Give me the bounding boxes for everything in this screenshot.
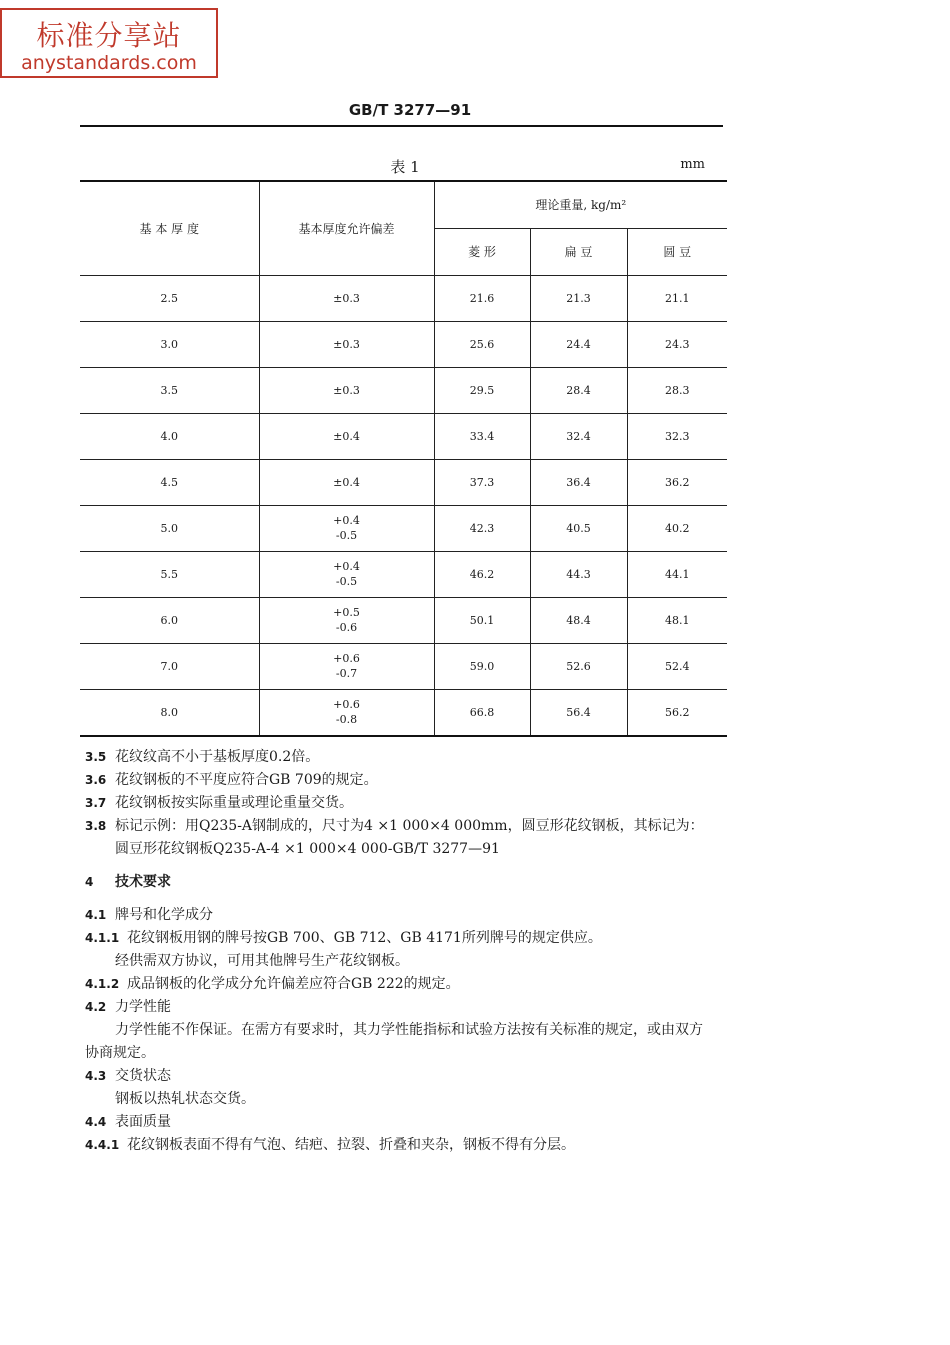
clause-number: 4.2 (85, 1000, 107, 1014)
cell-bean: 36.4 (530, 459, 627, 505)
header-round: 圆 豆 (627, 228, 727, 275)
cell-rhombus: 50.1 (434, 597, 530, 643)
clause-3-5 (85, 746, 735, 769)
clause-number: 4.4 (85, 1115, 107, 1129)
table-unit: mm (680, 157, 705, 172)
cell-tolerance (259, 597, 434, 643)
clause-4-1-1 (85, 927, 735, 950)
table-row (80, 321, 727, 367)
table-row (80, 413, 727, 459)
cell-rhombus: 66.8 (434, 689, 530, 736)
clause-4-4-1 (85, 1134, 735, 1157)
cell-rhombus: 46.2 (434, 551, 530, 597)
tol-minus: -0.6 (335, 621, 358, 634)
cell-bean: 44.3 (530, 551, 627, 597)
clause-text: 花纹纹高不小于基板厚度0.2倍。 (115, 749, 320, 765)
cell-tolerance (259, 689, 434, 736)
cell-bean: 56.4 (530, 689, 627, 736)
cell-tolerance (259, 459, 434, 505)
clause-3-7 (85, 792, 735, 815)
clause-4-2-body: 力学性能不作保证。在需方有要求时，其力学性能指标和试验方法按有关标准的规定，或由双方 (115, 1022, 703, 1038)
table-row (80, 367, 727, 413)
cell-bean: 40.5 (530, 505, 627, 551)
cell-thickness: 4.5 (80, 459, 259, 505)
tol-plus: +0.4 (333, 560, 360, 573)
tol-plus: ±0.3 (333, 383, 360, 397)
cell-bean: 24.4 (530, 321, 627, 367)
tol-minus: -0.8 (335, 713, 358, 726)
tol-plus: ±0.4 (333, 429, 360, 443)
tol-minus: -0.5 (335, 529, 358, 542)
cell-rhombus: 25.6 (434, 321, 530, 367)
clause-text: 牌号和化学成分 (115, 907, 213, 923)
header-tolerance: 基本厚度允许偏差 (259, 181, 434, 275)
header-bean: 扁 豆 (530, 228, 627, 275)
cell-rhombus: 33.4 (434, 413, 530, 459)
cell-tolerance (259, 551, 434, 597)
tol-plus: +0.5 (333, 606, 360, 619)
tol-minus: -0.7 (335, 667, 358, 680)
clause-number: 3.8 (85, 819, 107, 833)
clause-text: 力学性能 (115, 999, 171, 1015)
cell-rhombus: 37.3 (434, 459, 530, 505)
cell-thickness: 3.0 (80, 321, 259, 367)
clause-text: 花纹钢板的不平度应符合GB 709的规定。 (115, 772, 378, 788)
watermark-cn: 标准分享站 (36, 19, 182, 52)
clause-3-8-marking: 圆豆形花纹钢板Q235-A-4 ×1 000×4 000-GB/T 3277—91 (115, 841, 500, 857)
section-number: 4 (85, 875, 94, 889)
watermark-logo (0, 8, 218, 78)
tol-plus: ±0.4 (333, 475, 360, 489)
clause-4-1-1-cont: 经供需双方协议，可用其他牌号生产花纹钢板。 (115, 953, 409, 969)
clause-text: 成品钢板的化学成分允许偏差应符合GB 222的规定。 (127, 976, 460, 992)
cell-round: 28.3 (627, 367, 727, 413)
cell-thickness: 5.5 (80, 551, 259, 597)
cell-bean: 21.3 (530, 275, 627, 321)
tol-plus: ±0.3 (333, 291, 360, 305)
clause-text: 花纹钢板按实际重量或理论重量交货。 (115, 795, 353, 811)
clause-3-8 (85, 815, 735, 838)
cell-thickness: 8.0 (80, 689, 259, 736)
cell-rhombus: 42.3 (434, 505, 530, 551)
clause-number: 4.1.2 (85, 977, 120, 991)
clause-number: 4.4.1 (85, 1138, 120, 1152)
tol-plus: ±0.3 (333, 337, 360, 351)
table-row (80, 275, 727, 321)
clause-4-1 (85, 904, 735, 927)
table-row (80, 551, 727, 597)
clause-3-6 (85, 769, 735, 792)
clause-number: 4.1 (85, 908, 107, 922)
cell-round: 40.2 (627, 505, 727, 551)
cell-tolerance (259, 413, 434, 459)
body-text (85, 746, 735, 1157)
cell-tolerance (259, 367, 434, 413)
cell-thickness: 2.5 (80, 275, 259, 321)
table-title: 表 1 (390, 158, 420, 176)
cell-bean: 32.4 (530, 413, 627, 459)
cell-round: 24.3 (627, 321, 727, 367)
table-row (80, 505, 727, 551)
tol-plus: +0.6 (333, 652, 360, 665)
clause-text: 花纹钢板用钢的牌号按GB 700、GB 712、GB 4171所列牌号的规定供应。 (127, 930, 602, 946)
cell-thickness: 4.0 (80, 413, 259, 459)
clause-4-4 (85, 1111, 735, 1134)
cell-round: 48.1 (627, 597, 727, 643)
table-row (80, 459, 727, 505)
clause-text: 表面质量 (115, 1114, 171, 1130)
cell-thickness: 7.0 (80, 643, 259, 689)
clause-4-2-body-end: 协商规定。 (85, 1045, 155, 1061)
clause-number: 3.7 (85, 796, 107, 810)
header-weight: 理论重量, kg/m² (434, 181, 727, 228)
table-row (80, 597, 727, 643)
cell-round: 21.1 (627, 275, 727, 321)
clause-number: 4.3 (85, 1069, 107, 1083)
cell-round: 36.2 (627, 459, 727, 505)
cell-bean: 28.4 (530, 367, 627, 413)
standard-code: GB/T 3277—91 (348, 101, 472, 119)
section-4-title (85, 871, 735, 894)
tol-plus: +0.6 (333, 698, 360, 711)
cell-thickness: 5.0 (80, 505, 259, 551)
header-thickness: 基 本 厚 度 (80, 181, 259, 275)
cell-bean: 48.4 (530, 597, 627, 643)
cell-thickness: 3.5 (80, 367, 259, 413)
table-row (80, 643, 727, 689)
cell-round: 52.4 (627, 643, 727, 689)
cell-rhombus: 29.5 (434, 367, 530, 413)
clause-number: 3.5 (85, 750, 107, 764)
cell-tolerance (259, 505, 434, 551)
cell-tolerance (259, 643, 434, 689)
header-rhombus: 菱 形 (434, 228, 530, 275)
section-title: 技术要求 (115, 874, 171, 890)
clause-4-1-2 (85, 973, 735, 996)
clause-text: 标记示例：用Q235-A钢制成的，尺寸为4 ×1 000×4 000mm，圆豆形花纹钢板，其标记为： (115, 818, 704, 834)
cell-round: 44.1 (627, 551, 727, 597)
cell-round: 32.3 (627, 413, 727, 459)
table-row (80, 689, 727, 736)
watermark-en: anystandards.com (21, 52, 197, 74)
cell-tolerance (259, 321, 434, 367)
cell-thickness: 6.0 (80, 597, 259, 643)
spec-table (80, 180, 727, 737)
cell-round: 56.2 (627, 689, 727, 736)
header-rule (80, 125, 723, 127)
clause-4-3-body: 钢板以热轧状态交货。 (115, 1091, 255, 1107)
cell-tolerance (259, 275, 434, 321)
cell-bean: 52.6 (530, 643, 627, 689)
cell-rhombus: 21.6 (434, 275, 530, 321)
cell-rhombus: 59.0 (434, 643, 530, 689)
tol-plus: +0.4 (333, 514, 360, 527)
clause-text: 交货状态 (115, 1068, 171, 1084)
tol-minus: -0.5 (335, 575, 358, 588)
clause-4-3 (85, 1065, 735, 1088)
clause-4-2 (85, 996, 735, 1019)
clause-number: 3.6 (85, 773, 107, 787)
clause-number: 4.1.1 (85, 931, 120, 945)
clause-text: 花纹钢板表面不得有气泡、结疤、拉裂、折叠和夹杂，钢板不得有分层。 (127, 1137, 575, 1153)
